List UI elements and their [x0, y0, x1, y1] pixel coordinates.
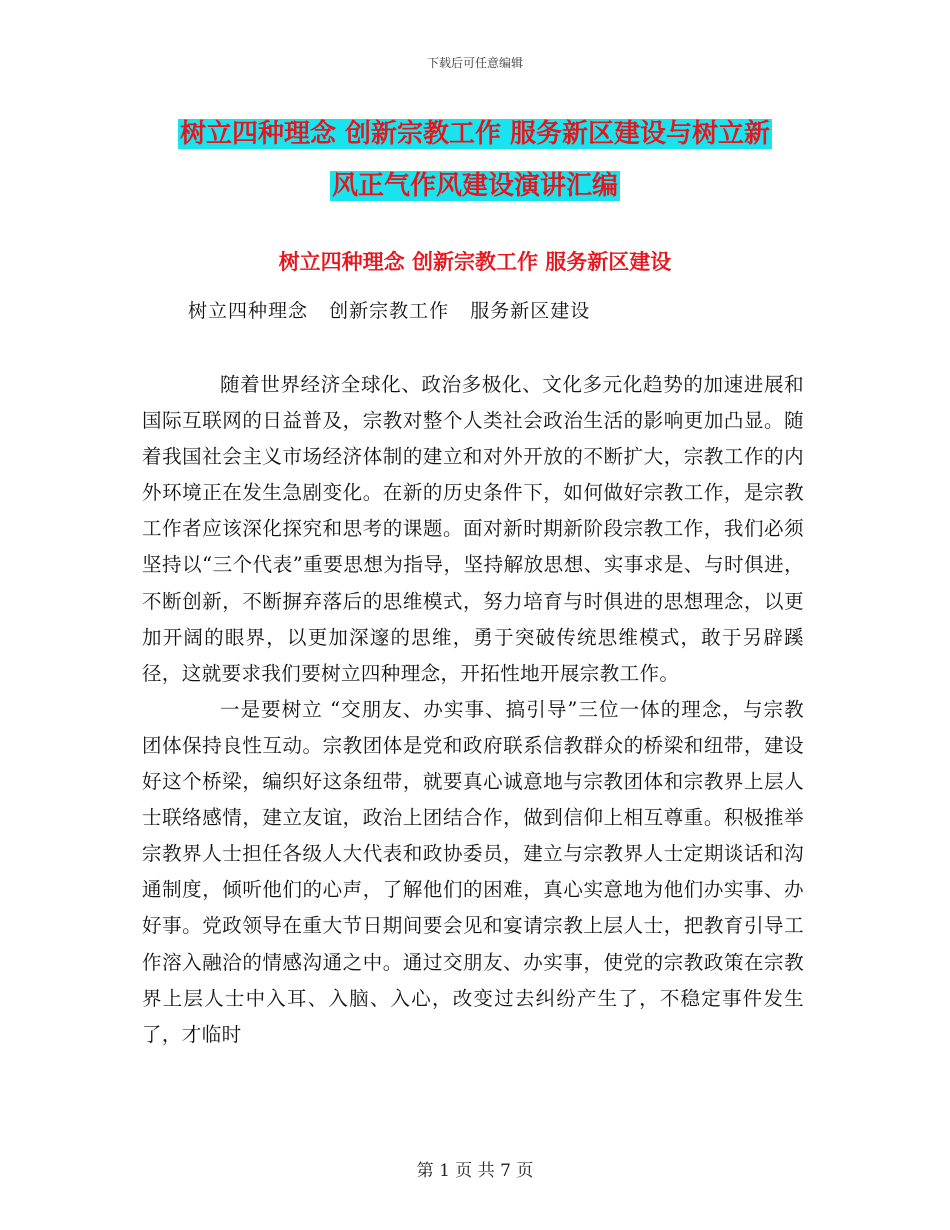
section-subtitle: 树立四种理念 创新宗教工作 服务新区建设 — [188, 300, 591, 322]
paragraph-intro: 随着世界经济全球化、政治多极化、文化多元化趋势的加速进展和国际互联网的日益普及，宗教对整个人类社会政治生活的影响更加凸显。随着我国社会主义市场经济体制的建立和对外开放的不断扩大，宗教工作的内外环境正在发生急剧变化。在新的历史条件下，如何做好宗教工作，是宗教工作者应该深化探究和思考的课题。面对新时期新阶段宗教工作，我们必须坚持以“三个代表”重要思想为指导，坚持解放思想、实事求是、与时俱进，不断创新，不断摒弃落后的思维模式，努力培育与时俱进的思想理念，以更加开阔的眼界，以更加深邃的思维，勇于突破传统思维模式，敢于另辟蹊径，这就要求我们要树立四种理念，开拓性地开展宗教工作。 — [142, 373, 804, 685]
document-title-line-2: 风正气作风建设演讲汇编 — [331, 171, 618, 201]
paragraph-first-concept: 一是要树立 “交朋友、办实事、搞引导”三位一体的理念，与宗教团体保持良性互动。宗教团体是党和政府联系信教群众的桥梁和纽带，建设好这个桥梁，编织好这条纽带，就要真心诚意地与宗教团体和宗教界上层人士联络感情，建立友谊，政治上团结合作，做到信仰上相互尊重。积极推举宗教界人士担任各级人大代表和政协委员，建立与宗教界人士定期谈话和沟通制度，倾听他们的心声，了解他们的困难，真心实意地为他们办实事、办好事。党政领导在重大节日期间要会见和宴请宗教上层人士，把教育引导工作溶入融洽的情感沟通之中。通过交朋友、办实事，使党的宗教政策在宗教界上层人士中入耳、入脑、入心，改变过去纠纷产生了，不稳定事件发生了，才临时 — [142, 697, 804, 1046]
document-title-line-1: 树立四种理念 创新宗教工作 服务新区建设与树立新 — [179, 119, 771, 149]
page-number: 第 1 页 共 7 页 — [416, 1161, 534, 1181]
document-title — [140, 108, 810, 212]
section-title: 树立四种理念 创新宗教工作 服务新区建设 — [278, 250, 672, 274]
body-text — [142, 367, 804, 1053]
page-header-note: 下载后可任意编辑 — [426, 56, 523, 70]
